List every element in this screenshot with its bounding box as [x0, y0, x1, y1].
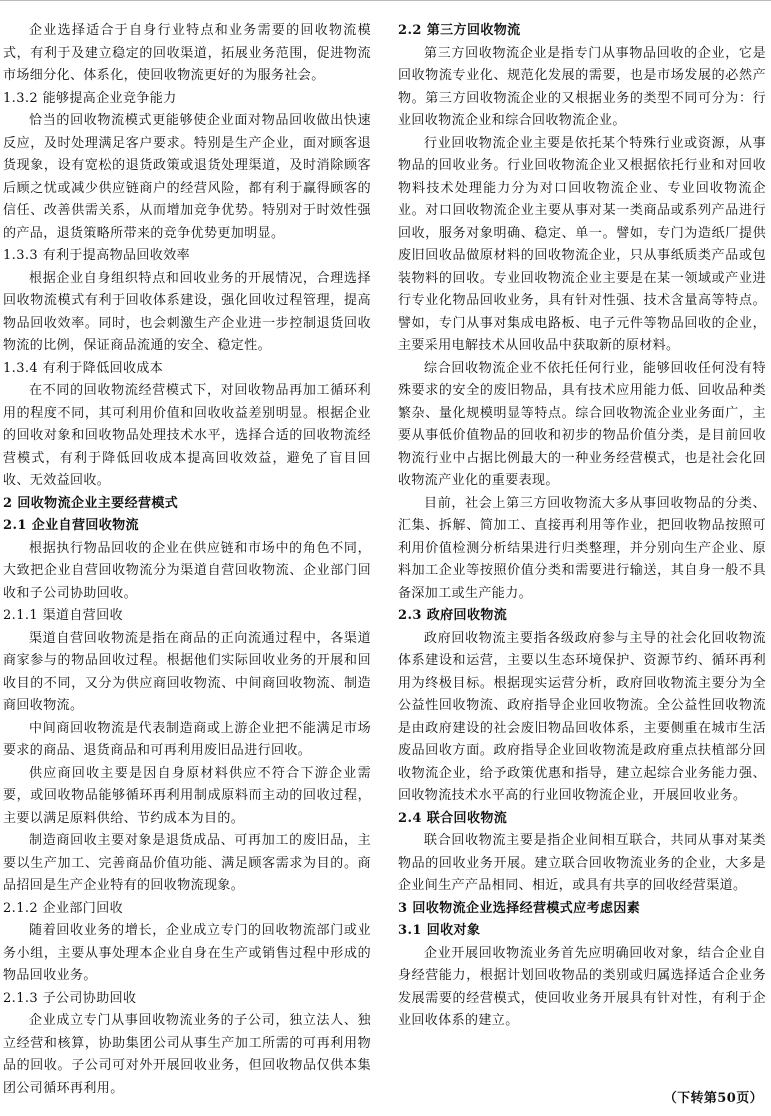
continued-note: （下转第50页） [663, 1090, 763, 1106]
right-column [398, 20, 766, 1033]
section-heading-3-1: 3.1 回收对象 [398, 923, 481, 938]
paragraph: 企业选择适合于自身行业特点和业务需要的回收物流模式，有利于及建立稳定的回收渠道，拓展业务范围，促进物流市场细分化、体系化，使回收物流更好的为服务社会。 [3, 23, 371, 83]
paragraph: 联合回收物流主要是指企业间相互联合，共同从事对某类物品的回收业务开展。建立联合回收物流业务的企业，大多是企业间生产产品相同、相近，或具有共享的回收经营渠道。 [398, 833, 766, 893]
paragraph: 根据执行物品回收的企业在供应链和市场中的角色不同，大致把企业自营回收物流分为渠道自营回收物流、企业部门回收和子公司协助回收。 [3, 540, 371, 601]
paragraph: 企业开展回收物流业务首先应明确回收对象，结合企业自身经营能力，根据计划回收物品的类别或归属选择适合企业务发展需要的经营模式，使回收业务开展具有针对性，有利于企业回收体系的建立。 [398, 945, 766, 1028]
paragraph: 政府回收物流主要指各级政府参与主导的社会化回收物流体系建设和运营，主要以生态环境保护、资源节约、循环再利用为终极目标。根据现实运营分析，政府回收物流主要分为全公益性回收物流、政府指导企业回收物流。全公益性回收物流是由政府建设的社会废旧物品回收体系，主要侧重在城市生活废品回收方面。政府指导企业回收物流是政府重点扶植部分回收物流企业，给予政策优惠和指导，建立起综合业务能力强、回收物流技术水平高的行业回收物流企业，开展回收业务。 [398, 630, 766, 803]
section-heading-2-1: 2.1 企业自营回收物流 [3, 518, 139, 533]
left-column [3, 20, 371, 1100]
section-heading-2-1-3: 2.1.3 子公司协助回收 [3, 990, 137, 1006]
section-heading-2-4: 2.4 联合回收物流 [398, 810, 508, 826]
paragraph: 恰当的回收物流模式更能够使企业面对物品回收做出快速反应，及时处理满足客户要求。特别是生产企业，面对顾客退货现象，设有宽松的退货政策或退货处理渠道，及时消除顾客后顾之忧或减少供应链商户的经营风险，都有利于赢得顾客的信任、改善供需关系，从而增加竞争优势。特别对于时效性强的产品，退货策略所带来的竞争优势更加明显。 [3, 113, 371, 241]
section-heading-2-2: 2.2 第三方回收物流 [398, 23, 521, 38]
paragraph: 中间商回收物流是代表制造商或上游企业把不能满足市场要求的商品、退货商品和可再利用废旧品进行回收。 [3, 720, 371, 758]
section-heading-1-3-4: 1.3.4 有利于降低回收成本 [3, 360, 164, 376]
paragraph: 渠道自营回收物流是指在商品的正向流通过程中，各渠道商家参与的物品回收过程。根据他们实际回收业务的开展和回收目的不同，又分为供应商回收物流、中间商回收物流、制造商回收物流。 [3, 630, 371, 713]
paragraph: 目前，社会上第三方回收物流大多从事回收物品的分类、汇集、拆解、简加工、直接再利用等作业，把回收物品按照可利用价值检测分析结果进行归类整理，并分别向生产企业、原料加工企业等按照价值分类和需要进行输送，其自身一般不具备深加工或生产能力。 [398, 495, 766, 601]
section-heading-2-1-2: 2.1.2 企业部门回收 [3, 900, 124, 916]
section-heading-2-1-1: 2.1.1 渠道自营回收 [3, 608, 124, 623]
paragraph: 制造商回收主要对象是退货成品、可再加工的废旧品，主要以生产加工、完善商品价值功能、满足顾客需求为目的。商品招回是生产企业特有的回收物流现象。 [3, 833, 371, 893]
paragraph: 第三方回收物流企业是指专门从事物品回收的企业，它是回收物流专业化、规范化发展的需要，也是市场发展的必然产物。第三方回收物流企业的又根据业务的类型不同可分为：行业回收物流企业和综合回收物流企业。 [398, 45, 766, 128]
paragraph: 企业成立专门从事回收物流业务的子公司，独立法人、独立经营和核算，协助集团公司从事生产加工所需的可再利用物品的回收。子公司可对外开展回收业务，但回收物品仅供本集团公司循环再利用。 [3, 1013, 371, 1096]
section-heading-2: 2 回收物流企业主要经营模式 [3, 495, 179, 511]
paragraph: 供应商回收主要是因自身原材料供应不符合下游企业需要，或回收物品能够循环再利用制成原料而主动的回收过程，主要以满足原料供给、节约成本为目的。 [3, 765, 371, 826]
paragraph: 行业回收物流企业主要是依托某个特殊行业或资源，从事物品的回收业务。行业回收物流企业又根据依托行业和对回收物料技术处理能力分为对口回收物流企业、专业回收物流企业。对口回收物流企业主要从事对某一类商品或系列产品进行回收，服务对象明确、稳定、单一。譬如，专门为造纸厂提供废旧回收品做原材料的回收物流企业，只从事纸质类产品或包装物料的回收。专业回收物流企业主要是在某一领域或产业进行专业化物品回收业务，具有针对性强、技术含量高等特点。譬如，专门从事对集成电路板、电子元件等物品回收的企业，主要采用电解技术从回收品中获取新的原材料。 [398, 135, 766, 353]
section-heading-2-3: 2.3 政府回收物流 [398, 608, 508, 623]
header-rule [0, 0, 771, 1]
section-heading-1-3-2: 1.3.2 能够提高企业竞争能力 [3, 90, 177, 106]
section-heading-3: 3 回收物流企业选择经营模式应考虑因素 [398, 900, 641, 916]
section-heading-1-3-3: 1.3.3 有利于提高物品回收效率 [3, 248, 191, 263]
paragraph: 在不同的回收物流经营模式下，对回收物品再加工循环利用的程度不同，其可利用价值和回收收益差别明显。根据企业的回收对象和回收物品处理技术水平，选择合适的回收物流经营模式，有利于降低回收成本提高回收效益，避免了盲目回收、无效益回收。 [3, 383, 371, 488]
paragraph: 随着回收业务的增长，企业成立专门的回收物流部门或业务小组，主要从事处理本企业自身在生产或销售过程中形成的物品回收业务。 [3, 923, 371, 983]
paragraph: 根据企业自身组织特点和回收业务的开展情况，合理选择回收物流模式有利于回收体系建设，强化回收过程管理，提高物品回收效率。同时，也会刺激生产企业进一步控制退货回收物流的比例，保证商品流通的安全、稳定性。 [3, 270, 371, 353]
paragraph: 综合回收物流企业不依托任何行业，能够回收任何没有特殊要求的安全的废旧物品，具有技术应用能力低、回收品种类繁杂、量化规模明显等特点。综合回收物流企业业务面广，主要从事低价值物品的回收和初步的物品价值分类，是目前回收物流行业中占据比例最大的一种业务经营模式，也是社会化回收物流产业化的重要表现。 [398, 360, 766, 488]
